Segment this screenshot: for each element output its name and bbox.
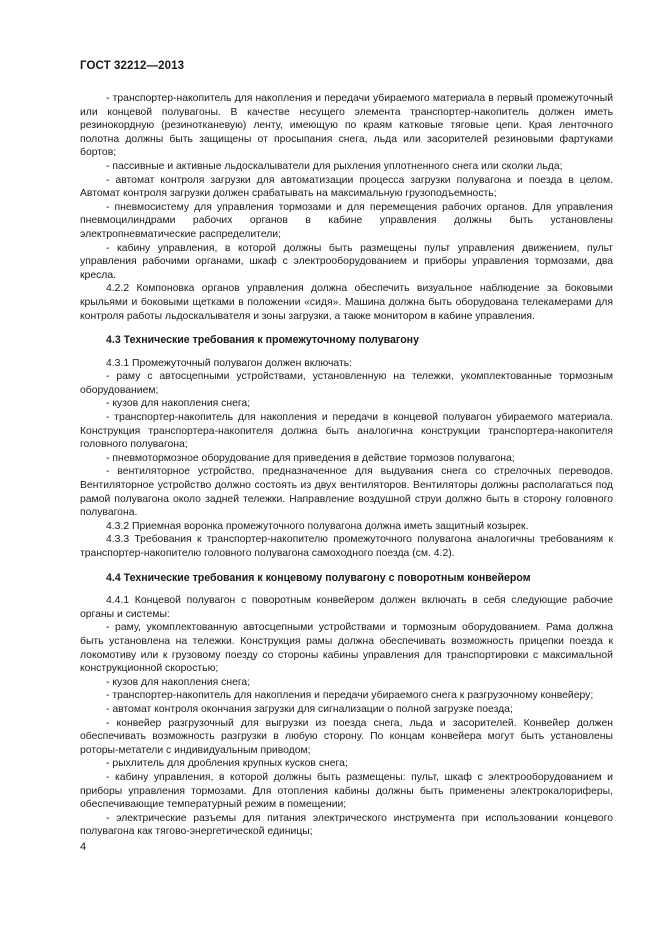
page-header-title: ГОСТ 32212—2013 bbox=[80, 60, 185, 72]
paragraph: - раму, укомплектованную автосцепными устройствами и тормозным оборудованием. Рама должна быть установлена на тележки. Конструкция рамы должна обеспечивать возможность прицепки поезда к локомотиву или к грузовому поезду со стороны кабины управления для транспортировки с максимальной конструкционной скоростью; bbox=[80, 622, 613, 675]
paragraph: 4.2.2 Компоновка органов управления должна обеспечить визуальное наблюдение за боковыми крыльями и боковыми щетками в положении «сидя». Машина должна быть оборудована телекамерами для контроля работы льдоскалывателя и зоны загрузки, а также монитором в кабине управления. bbox=[80, 283, 613, 322]
paragraph: - вентиляторное устройство, предназначенное для выдувания снега со стрелочных переводов. Вентиляторное устройство должно состоять из двух вентиляторов. Вентиляторы должны располагаться под рамой полувагона около задней тележки. Направление воздушной струи должно быть в сторону головного полувагона. bbox=[80, 466, 613, 519]
paragraph: 4.3.2 Приемная воронка промежуточного полувагона должна иметь защитный козырек. bbox=[106, 520, 529, 532]
paragraph: - кабину управления, в которой должны быть размещены: пульт, шкаф с электрооборудованием и приборы управления тормозами. Для отопления кабины должны быть применены электрокалориферы, обеспечивающие температурный режим в помещении; bbox=[80, 771, 613, 811]
paragraph: - автомат контроля окончания загрузки для сигнализации о полной загрузке поезда; bbox=[106, 703, 513, 715]
paragraph: 4.3.1 Промежуточный полувагон должен включать: bbox=[106, 357, 353, 369]
paragraph: - электрические разъемы для питания электрического инструмента при использовании концевого полувагона как тягово-энергетической единицы; bbox=[80, 812, 613, 838]
paragraph: - кузов для накопления снега; bbox=[106, 398, 251, 410]
paragraph: - транспортер-накопитель для накопления и передачи в концевой полувагон убираемого материала. Конструкция транспортера-накопителя должна быть аналогична конструкции транспортера-накопителя головного полувагона; bbox=[80, 412, 613, 451]
paragraph: - рыхлитель для дробления крупных кусков снега; bbox=[106, 758, 348, 770]
page-number: 4 bbox=[80, 841, 87, 853]
paragraph: - транспортер-накопитель для накопления и передачи убираемого снега к разгрузочному конвейеру; bbox=[106, 690, 594, 702]
paragraph: 4.3.3 Требования к транспортер-накопителю промежуточного полувагона аналогичны требованиям к транспортер-накопителю головного полувагона самоходного поезда (см. 4.2). bbox=[80, 534, 613, 559]
paragraph: - пневмосистему для управления тормозами и для перемещения рабочих органов. Для управления пневмоцилиндрами рабочих органов в кабине управления должны быть установлены электропневматические распределители; bbox=[80, 201, 613, 240]
paragraph: - конвейер разгрузочный для выгрузки из поезда снега, льда и засорителей. Конвейер должен обеспечивать возможность разгрузки в любую сторону. По концам конвейера могут быть установлены роторы-метатели с индивидуальным приводом; bbox=[80, 717, 613, 756]
paragraph: - пневмотормозное оборудование для приведения в действие тормозов полувагона; bbox=[106, 452, 515, 464]
paragraph: - кабину управления, в которой должны быть размещены пульт управления движением, пульт управления рабочими органами, шкаф с электрооборудованием и приборы управления тормозами, два кресла. bbox=[80, 242, 613, 281]
section-heading: 4.3 Технические требования к промежуточному полувагону bbox=[106, 334, 419, 347]
paragraph: - пассивные и активные льдоскалыватели для рыхления уплотненного снега или сколки льда; bbox=[106, 160, 563, 172]
paragraph: - транспортер-накопитель для накопления и передачи убираемого материала в первый промежуточный или концевой полувагоны. В качестве несущего элемента транспортер-накопитель должен иметь резинокордную (резинотканевую) ленту, имеющую по краям катковые тяговые цепи. Края ленточного полотна должны быть защищены от просыпания снега, льда или засорителей резиновыми фартуками бортов; bbox=[80, 93, 613, 159]
paragraph: 4.4.1 Концевой полувагон с поворотным конвейером должен включать в себя следующие рабочие органы и системы: bbox=[80, 595, 613, 620]
paragraph: - раму с автосцепными устройствами, установленную на тележки, укомплектованные тормозным оборудованием; bbox=[80, 371, 613, 396]
paragraph: - кузов для накопления снега; bbox=[106, 676, 251, 688]
paragraph: - автомат контроля загрузки для автоматизации процесса загрузки полувагона и поезда в целом. Автомат контроля загрузки должен срабатывать на максимальную грузоподъемность; bbox=[80, 174, 613, 200]
section-heading: 4.4 Технические требования к концевому полувагону с поворотным конвейером bbox=[106, 571, 531, 584]
document-body bbox=[80, 92, 613, 839]
